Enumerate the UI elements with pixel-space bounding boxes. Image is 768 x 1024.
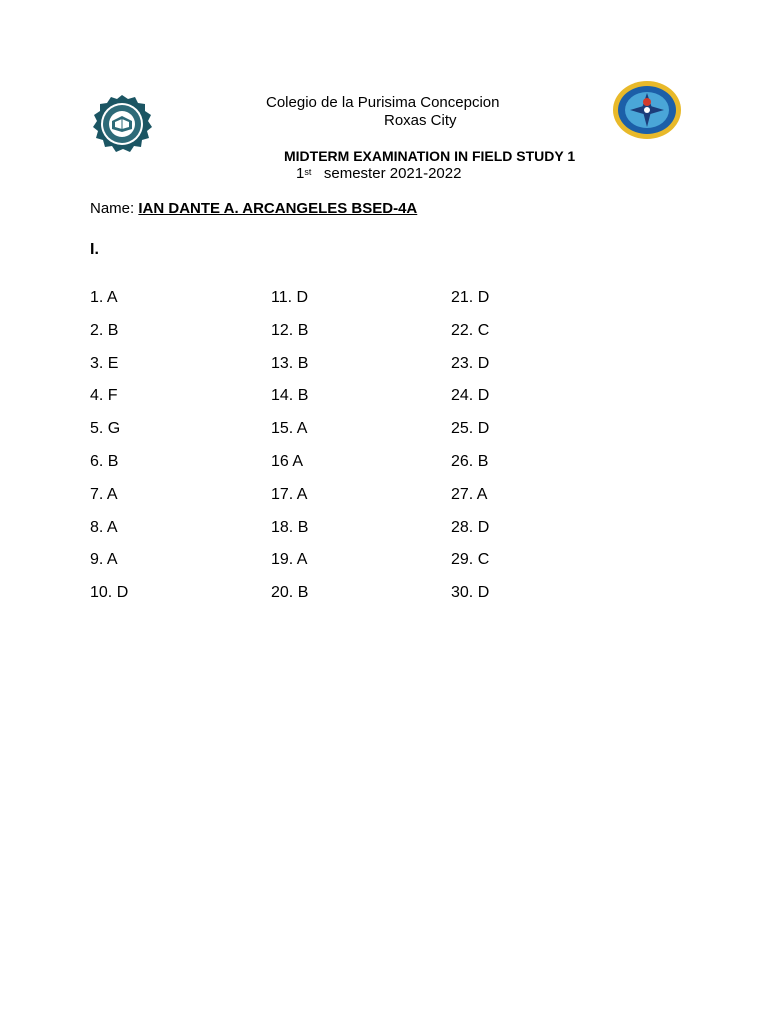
student-name-line (90, 200, 417, 218)
answer-item: 12. B (271, 321, 309, 339)
semester-line (296, 165, 461, 183)
answer-item: 28. D (451, 518, 490, 536)
answer-item: 25. D (451, 420, 490, 438)
answer-item: 24. D (451, 387, 490, 405)
answer-item: 27. A (451, 485, 488, 503)
school-city: Roxas City (384, 112, 457, 129)
answer-item: 20. B (271, 584, 309, 602)
answer-item: 15. A (271, 420, 308, 438)
answer-item: 9. A (90, 551, 118, 569)
name-label: Name: (90, 200, 135, 217)
answer-item: 29. C (451, 551, 490, 569)
answer-item: 8. A (90, 518, 118, 536)
answer-item: 7. A (90, 485, 118, 503)
answer-item: 21. D (451, 289, 490, 306)
answer-item: 10. D (90, 584, 129, 602)
answer-item: 19. A (271, 551, 308, 569)
answer-column-1 (90, 288, 250, 616)
answer-item: 23. D (451, 354, 490, 372)
semester-number: 1 (296, 165, 305, 182)
semester-text: semester 2021-2022 (323, 165, 462, 182)
answer-item: 13. B (271, 354, 309, 372)
answer-item: 18. B (271, 518, 309, 536)
answer-item: 5. G (90, 420, 121, 438)
exam-title: MIDTERM EXAMINATION IN FIELD STUDY 1 (284, 148, 576, 164)
answer-item: 6. B (90, 452, 119, 470)
answer-item: 14. B (271, 387, 309, 405)
answer-item: 4. F (90, 387, 118, 405)
answer-item: 26. B (451, 452, 489, 470)
school-name: Colegio de la Purisima Concepcion (266, 94, 500, 111)
school-seal-icon (90, 94, 154, 154)
semester-suffix: st (304, 167, 312, 177)
answer-item: 2. B (90, 321, 119, 339)
answer-column-2 (271, 288, 431, 616)
answer-item: 17. A (271, 485, 308, 503)
department-seal-icon (612, 80, 682, 140)
answer-column-3 (451, 288, 611, 616)
answer-item: 1. A (90, 289, 118, 306)
answer-item: 16 A (271, 452, 304, 470)
answer-item: 11. D (271, 289, 309, 306)
student-name: IAN DANTE A. ARCANGELES BSED-4A (138, 200, 418, 217)
section-heading: I. (90, 241, 99, 258)
answer-item: 22. C (451, 321, 490, 339)
answer-item: 30. D (451, 584, 490, 602)
answer-item: 3. E (90, 354, 119, 372)
